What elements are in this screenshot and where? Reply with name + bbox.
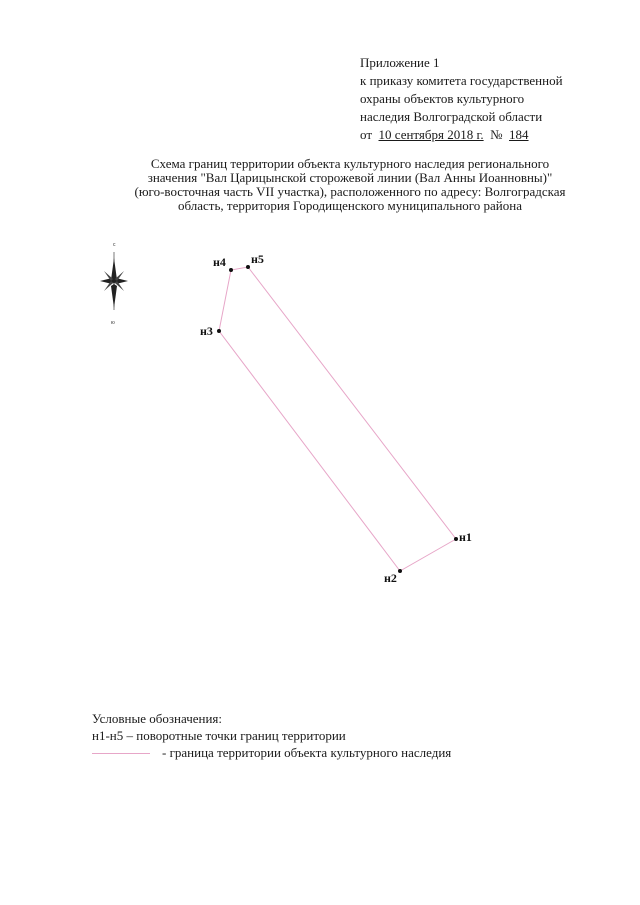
legend — [92, 710, 346, 744]
turning-point-n1 — [454, 530, 472, 544]
legend-points-description: н1-н5 – поворотные точки границ территории — [92, 728, 346, 743]
point-marker — [454, 537, 458, 541]
compass-south-label: ю — [111, 320, 115, 326]
title-line1: Схема границ территории объекта культурного наследия регионального — [150, 156, 550, 171]
point-marker — [217, 329, 221, 333]
date-prefix: от — [360, 127, 373, 142]
point-label-n3: н3 — [200, 324, 213, 338]
turning-point-n4 — [213, 255, 233, 272]
title-line2: значения "Вал Царицынской сторожевой линии (Вал Анны Иоанновны)" — [147, 170, 553, 185]
point-label-n5: н5 — [251, 252, 264, 266]
turning-point-n3 — [200, 324, 221, 338]
point-marker — [229, 268, 233, 272]
point-marker — [246, 265, 250, 269]
territory-boundary — [219, 267, 456, 571]
turning-point-n5 — [246, 252, 264, 269]
order-number: 184 — [509, 127, 529, 142]
appendix-line2: к приказу комитета государственной — [360, 73, 563, 88]
compass-north-label: с — [113, 242, 116, 248]
title-line3: (юго-восточная часть VII участка), расположенного по адресу: Волгоградская — [134, 184, 566, 199]
appendix-line1: Приложение 1 — [360, 55, 440, 70]
legend-boundary-description: - граница территории объекта культурного наследия — [162, 745, 452, 760]
appendix-line4: наследия Волгоградской области — [360, 109, 543, 124]
title-line4: область, территория Городищенского муниципального района — [177, 198, 522, 213]
point-label-n4: н4 — [213, 255, 226, 269]
compass-rose-icon — [100, 242, 128, 326]
point-label-n2: н2 — [384, 571, 397, 585]
legend-heading: Условные обозначения: — [92, 711, 223, 726]
number-prefix: № — [490, 127, 503, 142]
legend-boundary-swatch — [92, 753, 150, 754]
appendix-line3: охраны объектов культурного — [360, 91, 525, 106]
point-marker — [398, 569, 402, 573]
point-label-n1: н1 — [459, 530, 472, 544]
order-date: 10 сентября 2018 г. — [378, 127, 484, 142]
turning-point-n2 — [384, 569, 402, 585]
